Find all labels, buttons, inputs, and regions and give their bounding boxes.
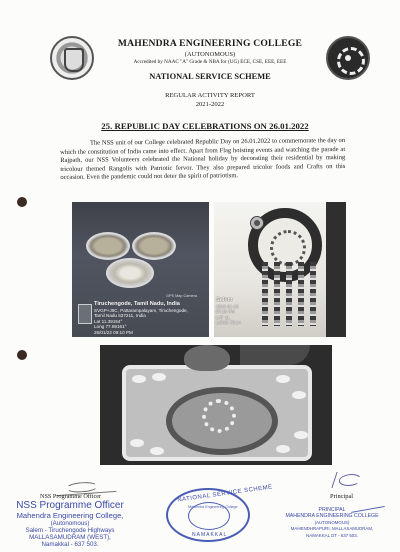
- officer-label: NSS Programme Officer: [40, 493, 102, 500]
- principal-stamp-college: MAHENDRA ENGINEERING COLLEGE: [285, 513, 379, 520]
- principal-signature: [331, 472, 372, 488]
- hand-drawing: [184, 345, 230, 371]
- accreditation-line: Accredited by NAAC "A" Grade & NBA for (UG) ECE, CSE, EEE, EEE: [133, 59, 287, 65]
- photo2-long: LONG 78.14: [216, 320, 241, 326]
- officer-stamp-title: NSS Programme Officer: [16, 500, 124, 511]
- garland-strand: [262, 262, 268, 326]
- principal-stamp-address1: MAHENDHRAPURI, MALLASAMUDRAM,: [290, 526, 374, 532]
- garland-strand: [298, 262, 304, 326]
- officer-stamp-address2: MALLASAMUDRAM (WEST),: [29, 534, 111, 541]
- scheme-title: NATIONAL SERVICE SCHEME: [149, 72, 271, 81]
- photo1-location: Tiruchengode, Tamil Nadu, India: [94, 301, 180, 307]
- gps-stamp: GPS Map Camera: [166, 294, 198, 298]
- photo1-caption: [94, 302, 188, 336]
- seal-bottom-text: NAMAKKAL: [192, 532, 228, 538]
- officer-stamp: [10, 500, 130, 548]
- bowl-icon: [106, 258, 154, 288]
- garland-strand: [286, 262, 292, 326]
- principal-stamp-status: (AUTONOMOUS): [314, 519, 350, 525]
- photo2-time: 07:19 PM: [216, 309, 235, 315]
- photo1-long: Long 77.89161°: [94, 324, 127, 330]
- photo-tricolour-craft: [214, 202, 346, 337]
- petal-icon: [152, 373, 166, 381]
- photo1-lat: Lat 11.39154°: [94, 318, 123, 324]
- petal-icon: [294, 431, 308, 439]
- principal-stamp-address2: NAMAKKAL DT - 637 503.: [306, 532, 358, 538]
- photo2-date: 2022-01-26: [216, 303, 239, 309]
- flower-icon: [250, 216, 264, 230]
- principal-stamp: [268, 507, 396, 539]
- petal-icon: [132, 375, 146, 383]
- officer-stamp-college: Mahendra Engineering College,: [16, 511, 124, 520]
- petal-icon: [292, 391, 306, 399]
- petal-icon: [130, 439, 144, 447]
- college-logo-icon: [50, 36, 94, 80]
- punch-hole-icon: [17, 350, 27, 360]
- petal-icon: [276, 375, 290, 383]
- rangoli-design: [122, 365, 312, 461]
- photo1-address1: SVGP+J9C, Pattarampalayam, Tiruchengode,: [94, 307, 188, 313]
- photo2-caption: [216, 298, 241, 326]
- photo-rangoli: [100, 345, 332, 465]
- garland-strand: [274, 262, 280, 326]
- officer-stamp-status: (Autonomous): [50, 520, 90, 527]
- arm-shadow: [240, 345, 310, 365]
- officer-stamp-address3: Namakkal - 637 503.: [41, 541, 99, 548]
- map-thumbnail-icon: [78, 304, 92, 324]
- nss-logo-icon: [326, 36, 370, 80]
- punch-hole-icon: [17, 197, 27, 207]
- principal-stamp-title: PRINCIPAL: [318, 507, 346, 513]
- photo2-location: Salem: [216, 297, 233, 303]
- event-description: The NSS unit of our College celebrated Republic Day on 26.01.2022 to commemorate the day on which the constitution of India came into effect. Apart from Flag hoisting events and watching the parade at Rajpath, our NSS Volunteers celebrated the National holiday by decorating their residential by making tricolour themed Rangolis with Patriotic fervor. They also prepared tricolor foods and Crafts on this occasion. Even the pandemic could not deter the spirit of patriotism.: [60, 137, 346, 182]
- garland-strand: [310, 262, 316, 326]
- officer-stamp-address1: Salem - Tiruchengode Highways: [25, 527, 115, 534]
- report-title: REGULAR ACTIVITY REPORT: [165, 92, 255, 99]
- photo-tricolour-food: [72, 202, 209, 337]
- photo2-background-door: [326, 202, 346, 337]
- petal-icon: [150, 447, 164, 455]
- principal-label: Principal: [330, 493, 354, 500]
- seal-top-text: NATIONAL SERVICE SCHEME: [177, 484, 274, 504]
- photo2-lat: LAT 11.: [216, 314, 231, 320]
- college-name: MAHENDRA ENGINEERING COLLEGE: [117, 38, 303, 49]
- photo1-address2: Tamil Nadu 637211, India: [94, 313, 146, 319]
- bowl-icon: [86, 232, 130, 260]
- event-title: 25. REPUBLIC DAY CELEBRATIONS ON 26.01.2022: [101, 121, 309, 131]
- college-status: (AUTONOMOUS): [184, 51, 236, 58]
- bowl-icon: [132, 232, 176, 260]
- petal-icon: [276, 445, 290, 453]
- seal-inner-text: Mahendra Engineering College: [188, 505, 238, 509]
- report-year: 2021-2022: [195, 101, 225, 108]
- photo1-datetime: 26/01/22 09:10 PM: [94, 329, 133, 335]
